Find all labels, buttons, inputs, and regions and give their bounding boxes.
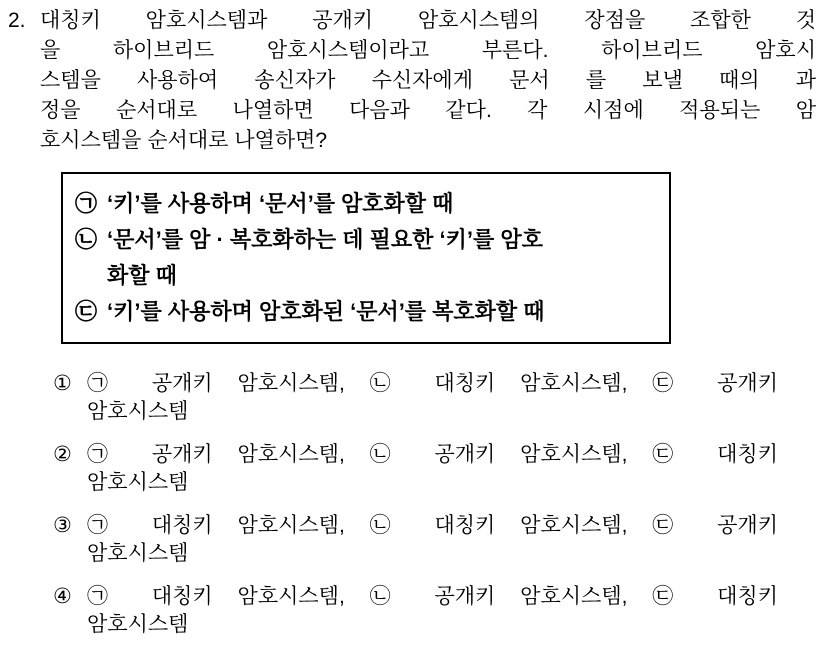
box-item-2 <box>75 222 655 258</box>
choice-number: ③ <box>53 514 72 537</box>
choice-number: ② <box>53 443 72 466</box>
choice-text: ㉠ 공개키 암호시스템, ㉡ 공개키 암호시스템, ㉢ 대칭키 <box>87 443 778 466</box>
box-item-2-continuation <box>75 258 655 294</box>
question-text-line: 호시스템을 순서대로 나열하면? <box>40 129 328 152</box>
box-item-marker: ㉡ <box>75 227 98 252</box>
choice-line <box>53 441 778 469</box>
question-text <box>40 6 816 156</box>
process-box <box>61 172 671 344</box>
box-item-marker: ㉢ <box>75 299 98 324</box>
box-item-marker: ㉠ <box>75 191 98 216</box>
box-item-text: 화할 때 <box>107 263 177 288</box>
choice-text-continuation: 암호시스템 <box>87 542 189 565</box>
box-item-text: ‘문서’를 암 · 복호화하는 데 필요한 ‘키’를 암호 <box>107 227 543 252</box>
choice-line <box>53 370 778 398</box>
choice-text: ㉠ 대칭키 암호시스템, ㉡ 공개키 암호시스템, ㉢ 대칭키 <box>87 585 778 608</box>
choice-2 <box>53 441 778 497</box>
choice-text: ㉠ 대칭키 암호시스템, ㉡ 대칭키 암호시스템, ㉢ 공개키 <box>87 514 778 537</box>
choice-line <box>53 583 778 611</box>
box-item-3 <box>75 294 655 330</box>
question-text-line: 정을 순서대로 나열하면 다음과 같다. 각 시점에 적용되는 암 <box>40 99 816 122</box>
choice-3 <box>53 512 778 568</box>
box-item-text: ‘키’를 사용하며 암호화된 ‘문서’를 복호화할 때 <box>107 299 545 324</box>
box-item-text: ‘키’를 사용하며 ‘문서’를 암호화할 때 <box>107 191 454 216</box>
choice-1 <box>53 370 778 426</box>
exam-question-page <box>0 6 826 647</box>
question-text-line: 스템을 사용하여 송신자가 수신자에게 문서 를 보낼 때의 과 <box>40 69 816 92</box>
choice-text-continuation: 암호시스템 <box>87 471 189 494</box>
choice-4 <box>53 583 778 639</box>
choice-text-continuation: 암호시스템 <box>87 613 189 636</box>
question-text-line: 을 하이브리드 암호시스템이라고 부른다. 하이브리드 암호시 <box>40 39 816 62</box>
choice-text: ㉠ 공개키 암호시스템, ㉡ 대칭키 암호시스템, ㉢ 공개키 <box>87 372 778 395</box>
box-item-1 <box>75 186 655 222</box>
choice-number: ④ <box>53 585 72 608</box>
question-paragraph <box>8 6 816 156</box>
question-number: 2. <box>8 9 26 32</box>
choice-line <box>53 512 778 540</box>
question-text-line: 대칭키 암호시스템과 공개키 암호시스템의 장점을 조합한 것 <box>40 9 816 32</box>
answer-choices <box>53 370 778 639</box>
choice-number: ① <box>53 372 72 395</box>
choice-text-continuation: 암호시스템 <box>87 400 189 423</box>
